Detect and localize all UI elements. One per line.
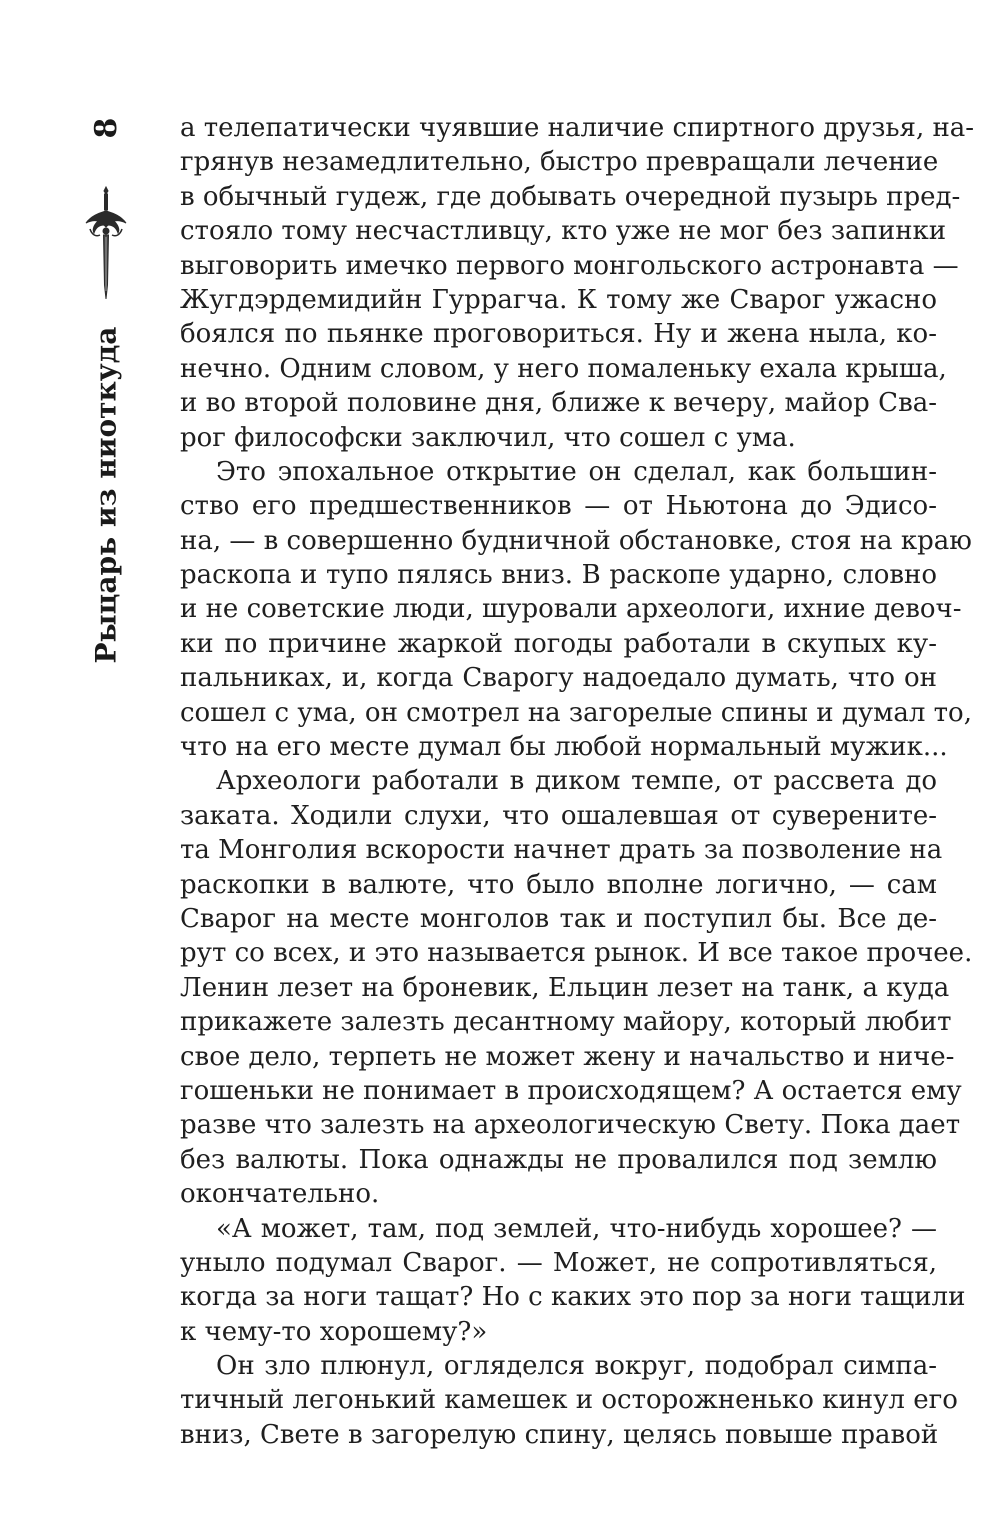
text-line: и не советские люди, шуровали археологи, ихние девоч- xyxy=(180,594,962,625)
text-line: стояло тому несчастливцу, кто уже не мог без запинки xyxy=(180,216,947,247)
text-line: прикажете залезть десантному майору, который любит xyxy=(180,1007,952,1038)
text-line: раскопа и тупо пялясь вниз. В раскопе ударно, словно xyxy=(180,560,937,591)
text-line: та Монголия вскорости начнет драть за позволение на xyxy=(180,835,943,866)
text-line: сошел с ума, он смотрел на загорелые спины и думал то, xyxy=(180,697,972,728)
text-line: без валюты. Пока однажды не провалился под землю xyxy=(180,1144,937,1175)
text-line: Археологи работали в диком темпе, от рассвета до xyxy=(216,766,937,797)
text-line: что на его месте думал бы любой нормальный мужик... xyxy=(180,732,948,763)
text-line: уныло подумал Сварог. — Может, не сопротивляться, xyxy=(180,1247,937,1278)
text-line: когда за ноги тащат? Но с каких это пор за ноги тащили xyxy=(180,1282,966,1313)
text-line: раскопки в валюте, что было вполне логично, — сам xyxy=(180,869,937,900)
text-line: рог философски заключил, что сошел с ума. xyxy=(180,422,796,453)
text-line: рут со всех, и это называется рынок. И все такое прочее. xyxy=(180,938,973,969)
text-line: грянув незамедлительно, быстро превращали лечение xyxy=(180,147,939,178)
text-line: свое дело, терпеть не может жену и начальство и ниче- xyxy=(180,1041,955,1072)
text-line: нечно. Одним словом, у него помаленьку ехала крыша, xyxy=(180,353,947,384)
text-line: Ленин лезет на броневик, Ельцин лезет на танк, а куда xyxy=(180,972,950,1003)
text-line: Он зло плюнул, огляделся вокруг, подобрал симпа- xyxy=(216,1351,937,1382)
text-line: окончательно. xyxy=(180,1179,380,1210)
text-line: Жугдэрдемидийн Гуррагча. К тому же Сварог ужасно xyxy=(180,284,937,315)
text-line: а телепатически чуявшие наличие спиртного друзья, на- xyxy=(180,113,975,143)
text-line: разве что залезть на археологическую Свету. Пока дает xyxy=(180,1110,961,1141)
text-line: пальниках, и, когда Сварогу надоедало думать, что он xyxy=(180,663,937,694)
page-number: 8 xyxy=(88,117,124,139)
text-column xyxy=(180,111,975,1452)
text-line: Сварог на месте монголов так и поступил бы. Все де- xyxy=(180,903,937,934)
text-line: на, — в совершенно будничной обстановке, стоя на краю xyxy=(180,525,972,556)
running-title-text: Рыцарь из ниоткуда xyxy=(89,326,123,664)
text-line: ки по причине жаркой погоды работали в скупых ку- xyxy=(180,628,937,659)
text-line: ство его предшественников — от Ньютона до Эдисо- xyxy=(180,491,937,522)
text-line: выговорить имечко первого монгольского астронавта — xyxy=(180,250,959,281)
text-line: в обычный гудеж, где добывать очередной пузырь пред- xyxy=(180,181,961,212)
text-line: к чему-то хорошему?» xyxy=(180,1316,488,1347)
text-line: тичный легонький камешек и осторожненько кинул его xyxy=(180,1385,958,1416)
text-line: «А может, там, под землей, что-нибудь хорошее? — xyxy=(216,1213,937,1244)
text-line: заката. Ходили слухи, что ошалевшая от суверените- xyxy=(180,800,937,831)
text-line: гошеньки не понимает в происходящем? А остается ему xyxy=(180,1075,962,1106)
text-line: и во второй половине дня, ближе к вечеру, майор Сва- xyxy=(180,388,937,419)
sword-icon xyxy=(80,185,132,303)
text-line: вниз, Свете в загорелую спину, целясь повыше правой xyxy=(180,1419,939,1450)
text-line: Это эпохальное открытие он сделал, как большин- xyxy=(216,456,937,487)
text-line: боялся по пьянке проговориться. Ну и жена ныла, ко- xyxy=(180,319,937,350)
